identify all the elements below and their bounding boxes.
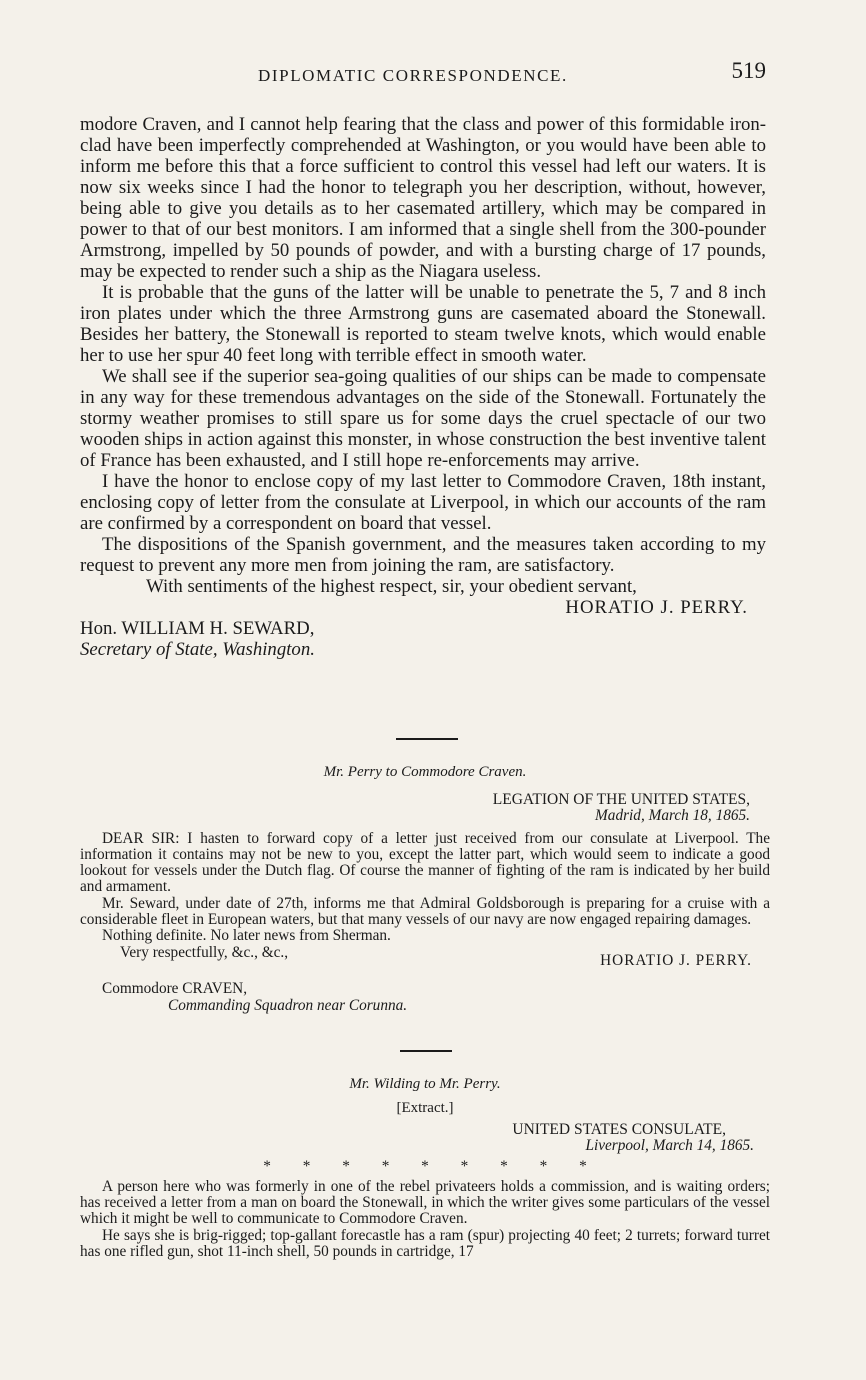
running-head: DIPLOMATIC CORRESPONDENCE. [258,66,568,85]
paragraph: modore Craven, and I cannot help fearing that the class and power of this formidable iron-clad have been imperfectly comprehended at Washington, or you would have been able to inform me before this that a force sufficient to control this vessel had left our waters. It is now six weeks since I had the honor to telegraph you her description, without, however, being able to give you details as to her casemated artillery, which may be compared in power to that of our best monitors. I am informed that a single shell from the 300-pounder Armstrong, impelled by 50 pounds of powder, and with a bursting charge of 17 pounds, may be expected to render such a ship as the Niagara useless. [80,114,766,282]
closing: With sentiments of the highest respect, sir, your obedient servant, [146,576,637,597]
addressee: Commodore CRAVEN, [102,980,248,998]
signature: HORATIO J. PERRY. [600,951,752,969]
ellipsis-stars: * * * * * * * * * [263,1157,587,1175]
section-divider [396,738,458,740]
signature: HORATIO J. PERRY. [565,597,748,618]
dateline-org: LEGATION OF THE UNITED STATES, [492,791,750,808]
dateline-place-date: Madrid, March 18, 1865. [595,807,750,825]
section-heading: Mr. Perry to Commodore Craven. [323,764,527,780]
paragraph: Mr. Seward, under date of 27th, informs me that Admiral Goldsborough is preparing for a cruise with a considerable fleet in European waters, but that many vessels of our navy are now engaged repairing damages. [80,894,770,929]
closing: Very respectfully, &c., &c., [120,943,289,961]
dateline-org: UNITED STATES CONSULATE, [512,1121,726,1138]
paragraph: It is probable that the guns of the latter will be unable to penetrate the 5, 7 and 8 inch iron plates under which the three Armstrong guns are casemated aboard the Stonewall. Besides her battery, the Stonewall is reported to steam twelve knots, which would enable her to use her spur 40 feet long with terrible effect in smooth water. [80,282,766,366]
page-header [80,58,770,92]
dateline-place-date: Liverpool, March 14, 1865. [585,1137,754,1155]
wilding-letter [80,1122,770,1260]
perry-letter-body [80,114,766,660]
paragraph: DEAR SIR: I hasten to forward copy of a letter just received from our consulate at Liverpool. The information it contains may not be new to you, except the latter part, which would seem to indicate a good lookout for vessels under the Dutch flag. Of course the manner of fighting of the ram is indicated by her build and armament. [80,829,770,896]
addressee: Hon. WILLIAM H. SEWARD, [80,618,315,639]
paragraph: Nothing definite. No later news from Sherman. [102,927,391,945]
section-heading: Mr. Wilding to Mr. Perry. [349,1076,501,1092]
paragraph: We shall see if the superior sea-going qualities of our ships can be made to compensate in any way for these tremendous advantages on the side of the Stonewall. Fortunately the stormy weather promises to still spare us for some days the cruel spectacle of our two wooden ships in action against this monster, in whose construction the best inventive talent of France has been exhausted, and I still hope re-enforcements may arrive. [80,366,766,471]
addressee-title: Commanding Squadron near Corunna. [168,996,408,1014]
addressee-title: Secretary of State, Washington. [80,639,315,660]
paragraph: He says she is brig-rigged; top-gallant forecastle has a ram (spur) projecting 40 feet; 2 turrets; forward turret has one rifled gun, shot 11-inch shell, 50 pounds in cartridge, 17 [80,1226,770,1261]
page-number: 519 [731,58,766,83]
perry-to-craven-letter [80,792,770,1014]
paragraph: The dispositions of the Spanish government, and the measures taken according to my request to prevent any more men from joining the ram, are satisfactory. [80,534,766,576]
paragraph: A person here who was formerly in one of the rebel privateers holds a commission, and is waiting orders; has received a letter from a man on board the Stonewall, in which the writer gives some particulars of the vessel which it might be well to communicate to Commodore Craven. [80,1177,770,1228]
paragraph: I have the honor to enclose copy of my last letter to Commodore Craven, 18th instant, enclosing copy of letter from the consulate at Liverpool, in which our accounts of the ram are confirmed by a correspondent on board that vessel. [80,471,766,534]
section-divider [400,1050,452,1052]
extract-label: [Extract.] [396,1100,454,1116]
